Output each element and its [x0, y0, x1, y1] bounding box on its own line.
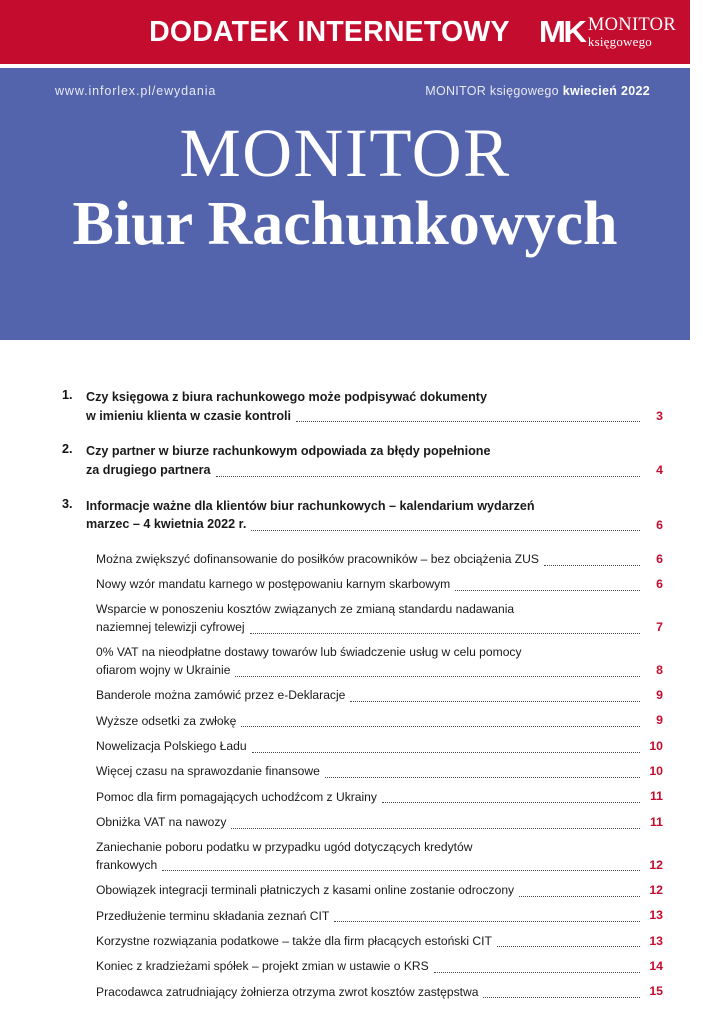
toc-subentry[interactable]: [62, 601, 663, 636]
toc-entry-title-tail: w imieniu klienta w czasie kontroli: [86, 408, 292, 423]
toc-entry-title-tail: frankowych: [96, 857, 158, 872]
toc-page-number[interactable]: 11: [650, 789, 663, 804]
toc-entry-title-tail: Przedłużenie terminu składania zeznań CIT: [96, 908, 330, 923]
dot-leader: [250, 632, 640, 634]
toc-entry-title-tail: Obniżka VAT na nawozy: [96, 815, 227, 830]
toc-entry-body: [96, 738, 663, 756]
toc-entry[interactable]: [62, 497, 663, 534]
toc-entry-body: [96, 983, 663, 1001]
masthead-banner: [0, 0, 690, 64]
toc-entry-line: Zaniechanie poboru podatku w przypadku ugód dotyczących kredytów: [96, 840, 473, 855]
toc-entry-number: 1.: [62, 388, 73, 402]
toc-entry-last-line: [96, 983, 663, 1001]
toc-page-number[interactable]: 6: [656, 577, 663, 592]
toc-entry-body: [96, 763, 663, 781]
toc-entry-title-tail: marzec – 4 kwietnia 2022 r.: [86, 517, 247, 532]
toc-entry-last-line: [96, 576, 663, 594]
toc-entry-last-line: [96, 619, 663, 637]
toc-entry-body: [96, 687, 663, 705]
toc-entry-last-line: [96, 857, 663, 875]
toc-page-number[interactable]: 10: [649, 764, 663, 779]
toc-entry-title-tail: Nowy wzór mandatu karnego w postępowaniu karnym skarbowym: [96, 577, 451, 592]
website-url[interactable]: www.inforlex.pl/ewydania: [55, 84, 217, 98]
toc-page-number[interactable]: 14: [649, 958, 663, 973]
dot-leader: [334, 920, 640, 922]
toc-entry-body: [86, 497, 663, 534]
dot-leader: [235, 675, 640, 677]
dot-leader: [483, 996, 640, 998]
toc-entry-line: 0% VAT na nieodpłatne dostawy towarów lub świadczenie usług w celu pomocy: [96, 645, 522, 660]
hero-title-line2: Biur Rachunkowych: [72, 190, 618, 259]
toc-entry-last-line: [96, 882, 663, 900]
toc-entry-body: [96, 814, 663, 832]
toc-entry-title-tail: naziemnej telewizji cyfrowej: [96, 620, 245, 635]
toc-entry-line: Czy partner w biurze rachunkowym odpowiada za błędy popełnione: [86, 444, 491, 459]
toc-entry-body: [96, 576, 663, 594]
table-of-contents: [0, 388, 703, 1009]
toc-entry-title-tail: ofiarom wojny w Ukrainie: [96, 663, 231, 678]
toc-entry-number: 3.: [62, 496, 73, 511]
toc-entry-body: [96, 551, 663, 569]
toc-page-number[interactable]: 7: [656, 619, 663, 634]
issue-date: kwiecień 2022: [562, 84, 650, 98]
hero-block: [0, 68, 690, 340]
toc-page-number[interactable]: 15: [649, 984, 663, 999]
dot-leader: [544, 564, 640, 566]
toc-subentry[interactable]: [62, 712, 663, 730]
toc-entry-line: Wsparcie w ponoszeniu kosztów związanych ze zmianą standardu nadawania: [96, 602, 515, 617]
toc-entry-body: [86, 442, 663, 479]
toc-entry-number: 2.: [62, 442, 73, 457]
dot-leader: [231, 827, 640, 829]
toc-entry-title-tail: Obowiązek integracji terminali płatniczych z kasami online zostanie odroczony: [96, 883, 515, 898]
dot-leader: [382, 801, 640, 803]
toc-entry-last-line: [96, 907, 663, 925]
toc-page-number[interactable]: 12: [649, 857, 663, 872]
toc-entry-last-line: [96, 788, 663, 806]
toc-entry-body: [96, 644, 663, 679]
toc-entry-body: [96, 907, 663, 925]
issue-label: [425, 84, 650, 98]
toc-entry-last-line: [96, 958, 663, 976]
toc-page-number[interactable]: 3: [656, 409, 663, 424]
toc-entry[interactable]: [62, 442, 663, 479]
toc-page-number[interactable]: 9: [656, 688, 663, 703]
toc-entry-body: [96, 839, 663, 874]
toc-subentry[interactable]: [62, 839, 663, 874]
toc-page-number[interactable]: 10: [649, 738, 663, 753]
toc-subentry[interactable]: [62, 933, 663, 951]
hero-titles: [0, 115, 690, 260]
toc-entry-body: [96, 882, 663, 900]
toc-subentry[interactable]: [62, 644, 663, 679]
toc-entry-body: [96, 788, 663, 806]
toc-entry-title-tail: Więcej czasu na sprawozdanie finansowe: [96, 764, 320, 779]
mk-monitor-logo: [540, 16, 676, 48]
dot-leader: [350, 700, 640, 702]
masthead-title: DODATEK INTERNETOWY: [149, 15, 510, 48]
toc-page-number[interactable]: 13: [649, 908, 663, 923]
toc-entry-title-tail: Pomoc dla firm pomagających uchodźcom z Ukrainy: [96, 789, 377, 804]
dot-leader: [455, 589, 640, 591]
toc-entry-body: [96, 712, 663, 730]
toc-entry-line: Czy księgowa z biura rachunkowego może podpisywać dokumenty: [86, 390, 487, 404]
toc-entry-body: [96, 601, 663, 636]
toc-subentry[interactable]: [62, 958, 663, 976]
toc-page-number[interactable]: 4: [656, 463, 663, 478]
logo-wordmark: [588, 16, 676, 48]
toc-entry-last-line: [96, 763, 663, 781]
toc-page-number[interactable]: 6: [656, 517, 663, 532]
toc-entry-last-line: [86, 407, 663, 426]
toc-subentry[interactable]: [62, 788, 663, 806]
toc-subentry[interactable]: [62, 983, 663, 1001]
dot-leader: [325, 776, 640, 778]
toc-page-number[interactable]: 8: [656, 662, 663, 677]
toc-subentry[interactable]: [62, 687, 663, 705]
toc-entry-last-line: [86, 515, 663, 534]
toc-entry-title-tail: za drugiego partnera: [86, 462, 211, 477]
logo-ksiegowego-line: księgowego: [587, 33, 652, 49]
dot-leader: [497, 945, 640, 947]
dot-leader: [241, 725, 640, 727]
toc-entry-line: Informacje ważne dla klientów biur rachunkowych – kalendarium wydarzeń: [86, 498, 535, 513]
toc-entry-title-tail: Można zwiększyć dofinansowanie do posiłków pracowników – bez obciążenia ZUS: [96, 552, 539, 567]
dot-leader: [251, 529, 640, 531]
toc-entry-body: [96, 958, 663, 976]
toc-subentry[interactable]: [62, 814, 663, 832]
dot-leader: [519, 895, 640, 897]
toc-subentry[interactable]: [62, 763, 663, 781]
toc-page-number[interactable]: 12: [649, 882, 663, 897]
dot-leader: [296, 420, 640, 422]
toc-entry-title-tail: Korzystne rozwiązania podatkowe – także dla firm płacących estoński CIT: [96, 933, 492, 948]
hero-meta-row: [0, 78, 690, 104]
toc-entry-last-line: [96, 738, 663, 756]
toc-page-number[interactable]: 13: [649, 933, 663, 948]
toc-page-number[interactable]: 11: [650, 814, 663, 829]
toc-entry-last-line: [86, 461, 663, 480]
toc-entry-title-tail: Banderole można zamówić przez e-Deklaracje: [96, 688, 346, 703]
hero-title-line1: MONITOR: [179, 115, 511, 191]
toc-entry-title-tail: Pracodawca zatrudniający żołnierza otrzyma zwrot kosztów zastępstwa: [96, 984, 479, 999]
dot-leader: [252, 751, 640, 753]
toc-entry-last-line: [96, 687, 663, 705]
toc-entry-last-line: [96, 662, 663, 680]
toc-entry-title-tail: Nowelizacja Polskiego Ładu: [96, 739, 247, 754]
issue-prefix: MONITOR księgowego: [425, 84, 563, 98]
logo-monitor-line: MONITOR: [587, 14, 676, 35]
toc-subentry[interactable]: [62, 738, 663, 756]
toc-entry-last-line: [96, 712, 663, 730]
toc-subentry[interactable]: [62, 907, 663, 925]
toc-entry[interactable]: [62, 388, 663, 425]
toc-subentry[interactable]: [62, 576, 663, 594]
dot-leader: [216, 475, 640, 477]
dot-leader: [162, 869, 640, 871]
toc-entry-title-tail: Wyższe odsetki za zwłokę: [96, 713, 237, 728]
toc-entry-last-line: [96, 551, 663, 569]
toc-entry-last-line: [96, 814, 663, 832]
toc-entry-last-line: [96, 933, 663, 951]
toc-subentry[interactable]: [62, 551, 663, 569]
toc-entry-title-tail: Koniec z kradzieżami spółek – projekt zmian w ustawie o KRS: [96, 959, 429, 974]
toc-page-number[interactable]: 9: [656, 713, 663, 728]
toc-subentry[interactable]: [62, 882, 663, 900]
mk-monogram-icon: MK: [538, 14, 584, 50]
toc-entry-body: [86, 388, 663, 425]
toc-entry-body: [96, 933, 663, 951]
toc-page-number[interactable]: 6: [656, 551, 663, 566]
dot-leader: [434, 971, 640, 973]
